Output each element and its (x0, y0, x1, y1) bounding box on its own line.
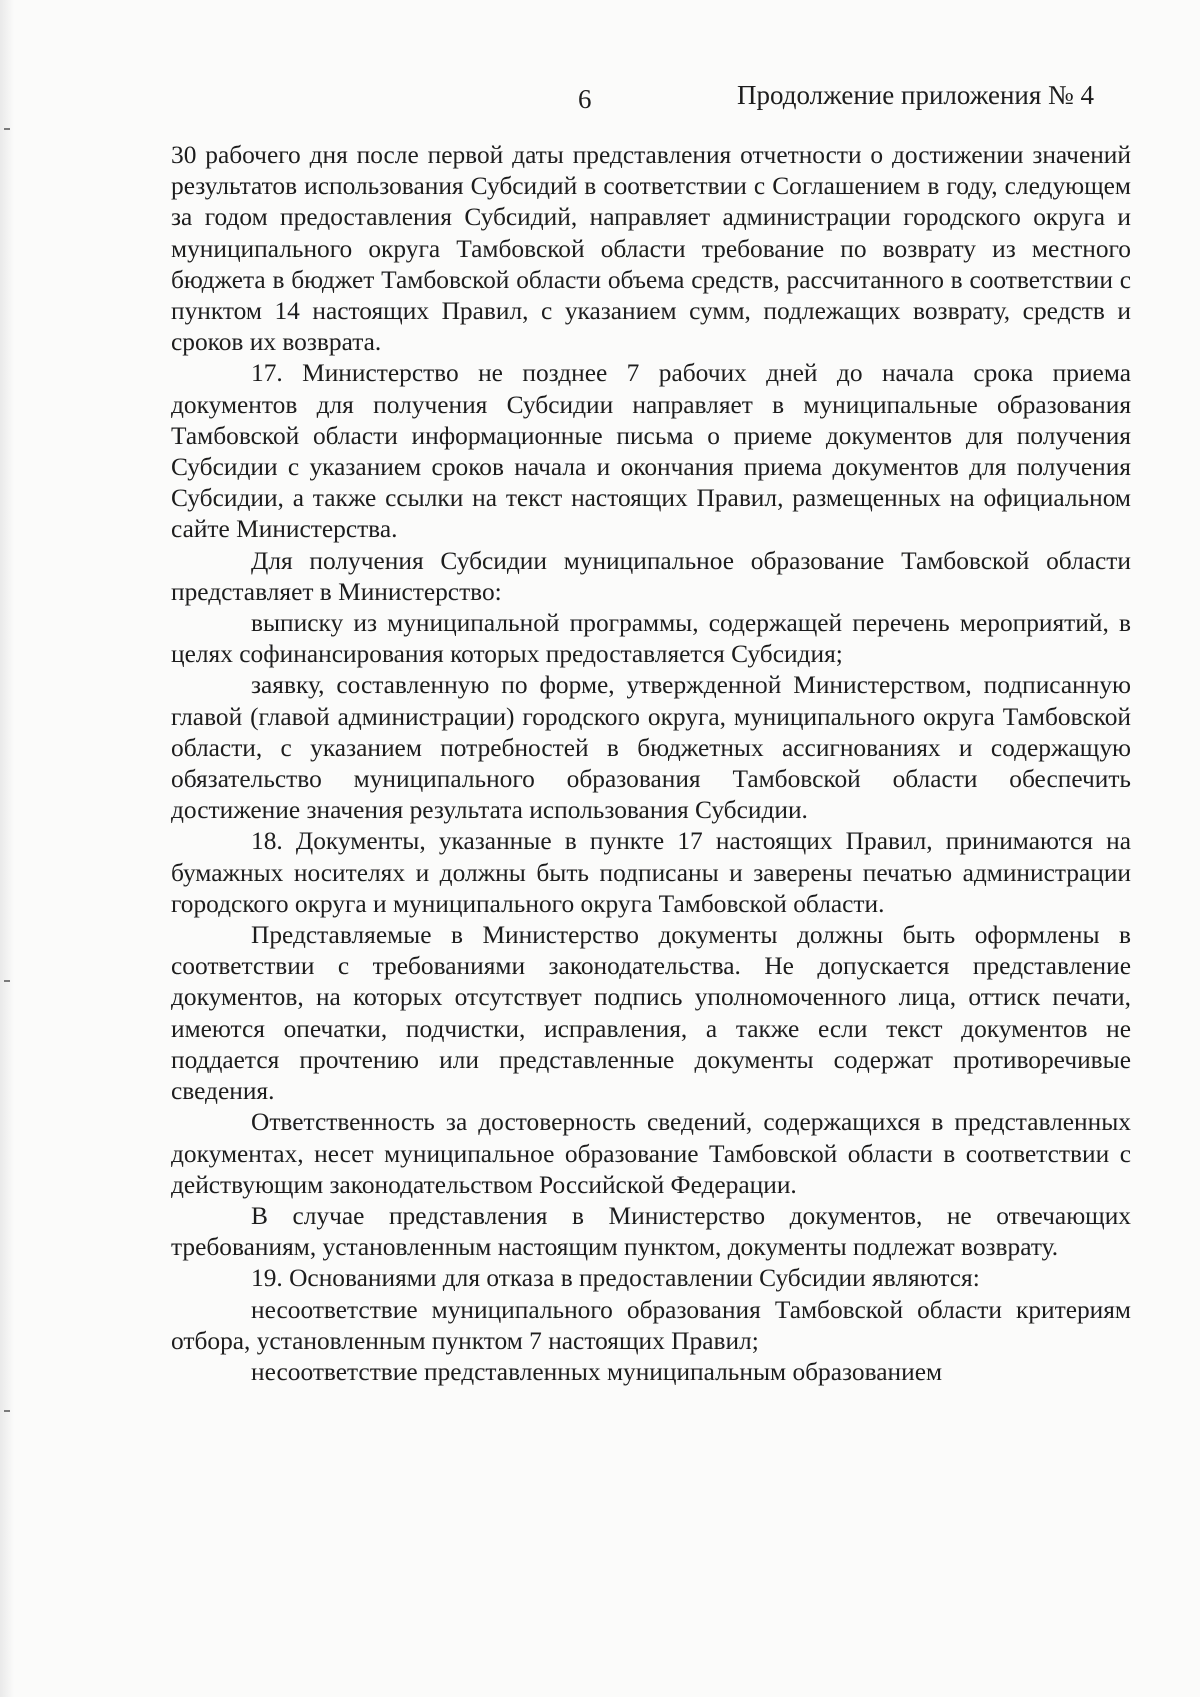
scan-mark (4, 980, 10, 982)
scan-edge-shadow (0, 0, 14, 1697)
paragraph-item-19: 19. Основаниями для отказа в предоставлении Субсидии являются: (251, 1264, 980, 1293)
paragraph-submission-intro: Для получения Субсидии муниципальное образование Тамбовской области представляет в Министерство: (171, 546, 1131, 606)
paragraph-application: заявку, составленную по форме, утвержденной Министерством, подписанную главой (главой администрации) городского округа, муниципального округа Тамбовской области, с указанием потребностей в бюджетных ассигнованиях и содержащую обязательство муниципального образования Тамбовской области обеспечить достижение значения результата использования Субсидии. (171, 671, 1131, 825)
paragraph-program-extract: выписку из муниципальной программы, содержащей перечень мероприятий, в целях софинансирования которых предоставляется Субсидия; (171, 609, 1131, 669)
paragraph-refusal-criteria: несоответствие муниципального образования Тамбовской области критериям отбора, установленным пунктом 7 настоящих Правил; (171, 1295, 1131, 1355)
paragraph-continuation: 30 рабочего дня после первой даты представления отчетности о достижении значений результатов использования Субсидий в соответствии с Соглашением в году, следующем за годом предоставления Субсидий, направляет администрации городского округа и муниципального округа Тамбовской области требование по возврату из местного бюджета в бюджет Тамбовской области объема средств, рассчитанного в соответствии с пунктом 14 настоящих Правил, с указанием сумм, подлежащих возврату, средств и сроков их возврата. (171, 141, 1131, 357)
paragraph-item-17: 17. Министерство не позднее 7 рабочих дней до начала срока приема документов для получения Субсидии направляет в муниципальные образования Тамбовской области информационные письма о приеме документов для получения Субсидии с указанием сроков начала и окончания приема документов для получения Субсидии, а также ссылки на текст настоящих Правил, размещенных на официальном сайте Министерства. (171, 359, 1131, 544)
paragraph-responsibility: Ответственность за достоверность сведений, содержащихся в представленных документах, несет муниципальное образование Тамбовской области в соответствии с действующим законодательством Российской Федерации. (171, 1108, 1131, 1199)
annex-heading: Продолжение приложения № 4 (737, 80, 1095, 110)
paragraph-return: В случае представления в Министерство документов, не отвечающих требованиям, установленным настоящим пунктом, документы подлежат возврату. (171, 1201, 1131, 1262)
paragraph-document-requirements: Представляемые в Министерство документы должны быть оформлены в соответствии с требованиями законодательства. Не допускается представление документов, на которых отсутствует подпись уполномоченного лица, оттиск печати, имеются опечатки, подчистки, исправления, а также если текст документов не поддается прочтению или представленные документы содержат противоречивые сведения. (171, 921, 1131, 1106)
page-number: 6 (578, 84, 592, 114)
paragraph-refusal-documents: несоответствие представленных муниципальным образованием (251, 1357, 943, 1386)
scan-mark (4, 128, 10, 130)
paragraph-item-18: 18. Документы, указанные в пункте 17 настоящих Правил, принимаются на бумажных носителях и должны быть подписаны и заверены печатью администрации городского округа и муниципального округа Тамбовской области. (171, 827, 1131, 918)
scan-mark (4, 1410, 10, 1412)
document-body (171, 140, 1131, 1388)
